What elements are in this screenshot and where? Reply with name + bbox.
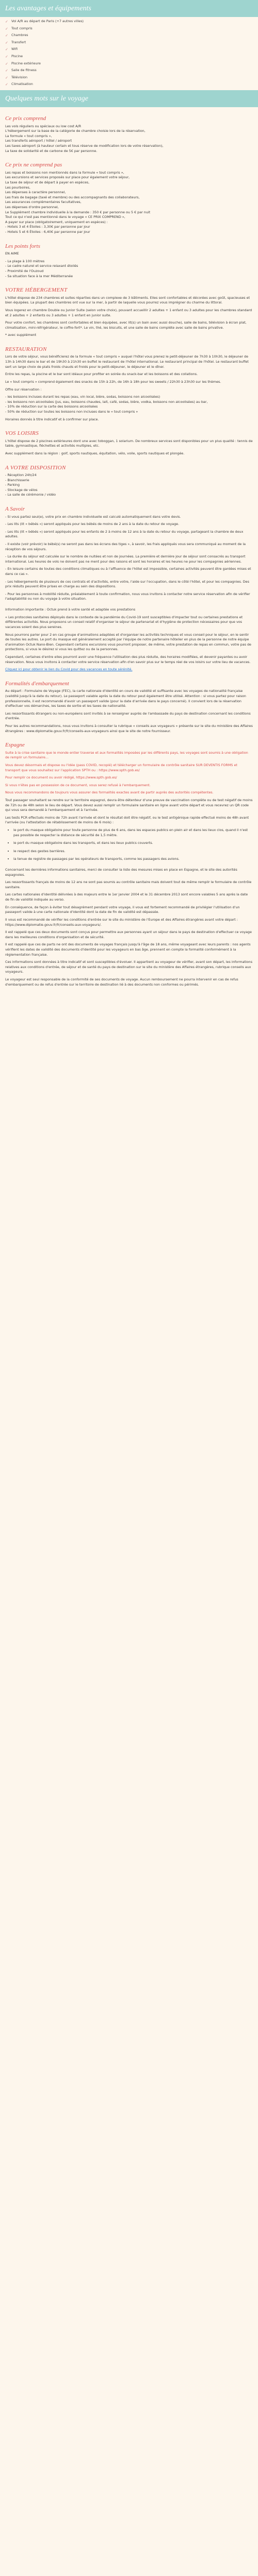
formalites-title: Formalités d'embarquement [5,680,69,687]
mots-banner: Quelques mots sur le voyage [0,90,258,107]
avantage-label: Transfert [11,40,26,44]
section-prix-ne-comprend [0,161,258,234]
check-icon: ✓ [5,47,8,52]
restauration-p2: Entre les repas, la piscine et le bar sont idéaux pour profiter en soirée du snack-bar et les boissons et des collations. [5,372,198,377]
list-item: - Sa situation face à la mer Méditerranée [5,274,73,278]
check-icon: ✓ [5,33,8,38]
espagne-title: Espagne [5,742,25,749]
hebergement-p2: Vous logerez en chambre Double ou Junior Suite (selon votre choix), pouvant accueillir 2 adultes + 1 enfant ou 3 adultes pour les chambres standard et 2 adultes + 2 enfants ou 3 adultes + 1 enfant en junior suite. [5,308,252,317]
check-icon: ✓ [5,69,8,73]
hebergement-title: VOTRE HÉBERGEMENT [5,287,68,294]
espagne-p11: En conséquence, de façon à éviter tout désagrément pendant votre voyage, il vous est fortement recommandé de privilégier l'utilisation d'un passeport valide à une carte nationale d'identité dont la date de fin de validité est dépassée. [5,905,240,914]
avantage-item [5,60,253,67]
list-item: - La salle de cérémonie / vidéo [5,493,56,497]
list-item: - Proximité de l'Ouzoud [5,269,44,273]
list-item: A payer sur place (obligatoirement, uniquement en espèces) : [5,219,108,224]
section-loisirs [0,429,258,456]
list-item: Les transferts aéroport / hôtel / aéroport [5,139,72,143]
list-item: La taxe de solidarité et de carbone de 5€ par personne. [5,148,98,153]
restauration-p4: Offre sur réservation : [5,387,42,392]
list-item: La formule « tout compris », [5,133,52,138]
avantage-label: Tout compris [11,26,33,30]
check-icon: ✓ [5,55,8,59]
espagne-bullets [0,828,258,865]
check-icon: ✓ [5,61,8,66]
section-disposition [0,464,258,498]
list-item: Les excursions et services proposés sur place pour également votre séjour, [5,175,130,180]
avantage-item [5,39,253,46]
list-item: - 50% de réduction sur toutes les boissons non incluses dans le « tout compris » [5,409,138,414]
avantage-label: Salle de fitness [11,68,37,73]
list-item: - les boissons incluses durant les repas (eau, vin local, bière, sodas, boissons non alcoolisées) [5,395,160,399]
avantage-item [5,18,253,25]
check-icon: ✓ [5,82,8,87]
a-savoir-p8: - Pour les personnes à mobilité réduite, préalablement à toute confirmation, nous vous invitons à contacter notre service réservation afin de vérifier l'adaptabilité ou non du voyage à votre situation. [5,591,250,601]
avantage-label: Télévision [11,75,28,79]
points-forts-list [0,259,258,279]
list-item: - les boissons non alcoolisées (jus, eau, boissons chaudes, lait, café, sodas, bière, vodka, boissons non alcoolisées) au bar, [5,399,208,404]
list-item: • le respect des gestes barrières. [13,849,253,857]
list-item: Les dépenses d'ordre personnel, [5,205,59,210]
prix-comprend-list [0,124,258,154]
a-savoir-p4: - Il existe (voir prévoir) le bébé(s) ne seront pas dans les écrans des tiges », à savoir, les frais appliqués vous sera communiqué au moment de la réception de vos séjours. [5,542,246,551]
section-a-savoir [0,505,258,602]
espagne-p6: Tout passager souhaitant se rendre sur le territoire espagnol, devra être détenteur d'une preuve de vaccination complète ou de test négatif de moins de 72h ou de 48h selon le lieu de départ. Vous devez aussi remplir un formulaire sanitaire en ligne avant votre départ et vous recevrez un QR code qui vous sera demandé à l'embarquement et à l'arrivée. [5,798,253,812]
list-item: Le Supplément chambre individuelle à la demande : 350 € par personne ou 5 € par nuit [5,210,151,214]
list-item: L'hébergement sur la base de la catégorie de chambre choisie lors de la réservation, [5,129,146,133]
info-importante-p5[interactable]: Cliquez ici pour obtenir le lien du Covid pour des vacances en toute sérénité. [5,667,133,672]
avantage-item [5,25,253,32]
hebergement-p1: L'hôtel dispose de 234 chambres et suites réparties dans un complexe de 3 bâtiments. Elles sont confortables et décorées avec goût, spacieuses et bien équipées. La plupart des chambres ont vue sur la mer, à partir de laquelle vous pourrez vous imprégner du charme du littoral. [5,295,250,305]
espagne-p8: Concernant les dernières informations sanitaires, merci de consulter la liste des mesures mises en place en Espagne, et le site des autorités espagnoles. [5,868,237,877]
restauration-list [0,395,258,414]
list-item: Les dépenses à caractère personnel, [5,190,66,195]
espagne-p1: Suite à la crise sanitaire que le monde entier traverse et aux formalités imposées par les différents pays, les voyages sont soumis à une obligation de remplir un formulaire... [5,750,248,760]
espagne-p9: Les ressortissants français de moins de 12 ans ne sont pas soumis au contrôle sanitaire mais doivent tout de même remplir le formulaire de contrôle sanitaire. [5,880,252,889]
list-item: - Le cadre naturel et service relaxant étoilés [5,264,78,268]
prix-ne-comprend-title: Ce prix ne comprend pas [5,162,62,168]
section-espagne [0,741,258,987]
avantage-label: Vol A/R au départ de Paris (+7 autres villes) [11,19,84,23]
avantage-item [5,46,253,53]
section-prix-comprend [0,114,258,154]
list-item: Les pourboires, [5,185,30,190]
avantage-label: Wifi [11,47,18,52]
restauration-p3: Le « tout compris » comprend également des snacks de 15h à 22h, de 16h à 18h pour les sweets / 22h30 à 23h30 sur les thèmes. [5,379,221,384]
check-icon: ✓ [5,40,8,45]
a-savoir-p2: - Les lits (lit « bébés ») seront appliqués pour les bébés de moins de 2 ans à la date du retour de voyage. [5,522,180,527]
a-savoir-p1: - Si vous partez seul(e), votre prix en chambre individuelle est calculé automatiquement dans votre devis. [5,514,181,519]
avantages-banner: Les avantages et équipements [0,0,258,17]
espagne-p10: Les cartes nationales d'identité délivrées à des majeurs entre le 1er janvier 2004 et le 31 décembre 2013 sont encore valables 5 ans après la date de fin de validité indiquée au verso. [5,892,248,902]
check-icon: ✓ [5,75,8,80]
list-item: Les assurances complémentaires facultatives, [5,200,82,205]
hebergement-p3: Pour votre confort, les chambres sont confortables et bien équipées, avec lit(s) un bain avec aussi douche), salle de bains, télévision à écran plat, climatisation, mini-réfrigérateur, le coffre-fort*. Le vin, thé, les biscuits, et une salle de bains complète avec salle de bains privative. [5,320,247,330]
espagne-p15: Ces informations sont données à titre indicatif et sont susceptibles d'évoluer. Il appartient au voyageur de vérifier, avant son départ, les informations relatives aux conditions d'entrée, de séjour et de santé du pays de destination sur le site du ministère des Affaires étrangères, rubrique conseils aux voyageurs. [5,960,253,974]
avantages-list [0,17,258,90]
avantage-item [5,67,253,74]
formalites-p2: Les ressortissants étrangers ou non-européens sont invités à se renseigner auprès de l'ambassade du pays de destination concernant les conditions d'entrée. [5,711,251,721]
list-item: - 10% de réduction sur la carte des boissons alcoolisées [5,404,98,409]
section-restauration [0,345,258,422]
restauration-p1: Lors de votre séjour, vous bénéficierez de la formule « tout compris » auquel l'hôtel vous prenez le petit-déjeuner de 7h30 à 10h30, le déjeuner de 13h à 14h30 dans le bar et de 19h30 à 21h30 en buffet le restaurant de l'hôtel international. Le restaurant principal de l'hôtel. Le restaurant buffet sert un large choix de plats froids chauds et froids pour le petit-déjeuner, le déjeuner et le dîner. [5,354,249,369]
espagne-p2: Vous devez désormais et dispose ou l'idée (pass COVID, recopié) et télécharger un formulaire de contrôle sanitaire SUR DEVENTIS FORMS et transport que vous souhaitez sur l'application SPTH ou : https://www.spth.gob.es/ [5,762,237,772]
avantage-item [5,53,253,60]
list-item: Les vols réguliers ou spéciaux ou low cost A/R [5,124,82,128]
list-item: • la tenue de registre de passages par les opérateurs de transports, comme les passagers des avions. [13,857,253,865]
list-item: - Stockage de vélos [5,487,38,492]
espagne-p13: Il est rappelé que ces deux documents sont conçus pour permettre aux personnes ayant un séjour dans le pays de destination d'effectuer ce voyage dans les meilleures conditions d'organisation et de sécurité. [5,930,252,939]
list-item: - Hotels 3 et 4 Étoiles : 3,30€ par personne par jour [5,225,90,229]
espagne-p14: Il est rappelé que ces de parts ne ont des documents de voyages français jusqu'à l'âge de 18 ans, même voyageant avec leurs parents : nos agents vérifient les dates de validité des documents d'identité pour les voyageurs en bas âge, prennent en compte la formalité conformément à la réglementation française. [5,942,251,957]
list-item: - La plage à 100 mètres [5,259,45,263]
check-icon: ✓ [5,20,8,24]
prix-comprend-title: Ce prix comprend [5,115,46,122]
loisirs-p2: Avec supplément dans la région : golf, sports nautiques, équitation, vélo, voile, sports nautiques et plongée. [5,451,185,455]
espagne-p3: Pour remplir ce document ou avoir rédigé, https://www.spth.gob.es/ [5,775,117,780]
a-savoir-p3: - Les lits (lit « bébés ») seront appliqués pour les enfants de 2 à moins de 12 ans à la date du retour du voyage, partageant la chambre de deux adultes. [5,529,244,539]
points-forts-title: Les points forts [5,243,40,249]
avantage-item [5,74,253,81]
section-hebergement [0,286,258,338]
info-importante-p4: Cependant, certaines d'entre elles pourront avoir une fréquence l'utilisation des plus réduite, des horaires modifiées, et devenir payantes ou avoir réservation. Nous vous invitons à contacter votre service réservation afin d'en savoir plus sur le temps réel de vos loisirs sur votre lieu de vacances. [5,654,251,664]
list-item: La taxe de séjour et de départ à payer en espèces, [5,180,90,184]
a-savoir-title: A Savoir [5,506,25,513]
list-item: • le port du masque obligatoire pour toute personne de plus de 6 ans, dans les espaces publics en plein air et dans les lieux clos, quand il n'est pas possible de respecter la distance de sécurité de 1,5 mètre. [13,828,253,841]
loisirs-title: VOS LOISIRS [5,430,39,437]
list-item: Les taxes aéroport (à hauteur certain et tous réserve de modification lors de votre réservation), [5,144,164,148]
avantage-item [5,32,253,39]
list-item: Les frais de bagage (taxé et membre) ou des accompagnants des collaborateurs, [5,195,140,199]
disposition-title: A VOTRE DISPOSITION [5,464,66,471]
a-savoir-p7: - Les hébergements de plusieurs de ces contrats et d'activités, entre votre, l'aide sur l'occupation, dans le côté l'hôtel, et pour les compagnies. Des prix réduits peuvent être prises en charge au sein des dispositions. [5,579,249,589]
restauration-title: RESTAURATION [5,346,47,352]
list-item: Les repas et boissons non mentionnés dans la formule « tout compris », [5,170,124,175]
list-item: • le port du masque obligatoire dans les transports, et dans les lieux publics couverts. [13,841,253,849]
a-savoir-p6: - En leisure certains de toutes des conditions climatiques ou à l'affluence de l'hôtel est impossible, certaines activités peuvent être gardées mises et dans ce cas ». [5,567,251,577]
formalites-p1: Au départ : Formulaire de Voyage (FEC), la carte nationale d'identité en cours de validité et suffisante avec les voyages de nationalité française (validité jusqu'à la date du retour). Le passeport valable après la date du retour peut également être utilisé. Attention : si vous partez pour raison professionnelle, il est recommandé d'avoir un passeport valide (pour la date d'arrivée dans le pays concerné). Il convient lors de la réservation d'effectuer vos démarches, les taxes de sortie et les taxes de nationalité. [5,689,246,708]
restauration-p5: Horaires donnés à titre indicatif et à confirmer sur place. [5,417,99,421]
info-importante-p2: « Les protocoles sanitaires déployés dans le contexte de la pandémie du Covid-19 sont susceptibles d'impacter tout ou certaines prestations et différentes activités. Nous proposons un conseil relatif d'organiser le séjour de partenariat et d'hygiène de protection nécessaires pour que vos vacances soient des plus sereines. [5,615,243,629]
list-item: - Parking [5,483,20,487]
section-points-forts [0,242,258,279]
list-item: - Hotels 5 et 6 Étoiles : 6,40€ par personne par jour [5,230,90,234]
disposition-list [0,473,258,498]
hebergement-p4: * avec supplément [5,333,37,337]
avantage-label: Piscine extérieure [11,61,41,65]
espagne-p7: Les tests PCR effectués moins de 72h avant l'arrivée et dont le résultat doit être négatif, ou le test antigénique rapide effectué moins de 48h avant l'arrivée (ou l'attestation de rétablissement de moins de 6 mois) : [5,815,249,825]
list-item: - Réception 24h/24 [5,473,37,478]
info-importante-p3: Nous pourrons parler pour 2 en cas groupe d'animations adaptées et d'organiser les activités techniques et vous conseil pour le séjour, en le sentir de toutes les autres. Le port du masque est généralement accepté par l'équipe de notre partenaire hôtelier en plus de la personne de notre équipe d'animation Octuk Nano-Bien. Cependant certains excursions vous pourront proposer, de même, votre prestation de repas en commun, votre pas de protections, si vous le désirez si vous les quittez ou de la personnes. [5,632,251,652]
points-forts-subtitle: EN AIME [5,251,19,256]
espagne-p5: Nous vous recommandons de toujours vous assurer des formalités exactes avant de partir auprès des autorités compétentes. [5,790,214,795]
loisirs-p1: L'hôtel dispose de 2 piscines extérieures dont une avec toboggan, 1 solarium. De nombreux services sont disponibles pour un plus qualité : tennis de table, gymnastique, fléchettes et activités multiples, etc. [5,438,253,448]
avantage-label: Piscine [11,54,23,59]
section-formalites [0,680,258,734]
prix-ne-comprend-list [0,171,258,235]
list-item: - Blanchisserie [5,478,29,482]
avantage-item [5,81,253,88]
list-item: Tout ce qui n'est pas mentionné dans le voyage « CE PRIX COMPREND », [5,215,125,219]
espagne-p16: Le voyageur est seul responsable de la conformité de ses documents de voyage. Aucun remboursement ne pourra intervenir en cas de refus d'embarquement ou de refus d'entrée sur le territoire de destination lié à des documents non conformes ou périmés. [5,977,238,987]
info-importante-p1: Information importante : Octuk prend à votre santé et adaptée vos prestations [5,607,136,612]
a-savoir-p5: - La durée du séjour est calculée sur le nombre de nuitées et non de journées. La première et dernière jour de séjour sont consacrés au transport international. Les heures de vols ne doivent pas ne ment pour des raisons et sont les horaires et les heures ne pour les compagnies aériennes. [5,554,246,564]
espagne-p4: Si vous n'êtes pas en possession de ce document, vous serez refusé à l'embarquement. [5,783,151,787]
avantage-label: Chambres [11,33,28,38]
espagne-p12: Il vous est recommandé de vérifier les conditions d'entrée sur le site du ministère de l'Europe et des Affaires étrangères avant votre départ : https://www.diplomatie.gouv.fr/fr/conseils-aux-voyageurs/. [5,917,238,927]
check-icon: ✓ [5,26,8,31]
avantage-label: Climatisation [11,82,33,87]
section-information-importante [0,604,258,672]
formalites-p3: Pour les autres recommandations, nous vous invitons à consulter la rubrique « conseils aux voyageurs » présente sur le site du ministère des Affaires étrangères : www.diplomatie.gouv.fr/fr/conseils-aux-voyageurs ainsi que le site de notre fournisseur. [5,723,253,733]
